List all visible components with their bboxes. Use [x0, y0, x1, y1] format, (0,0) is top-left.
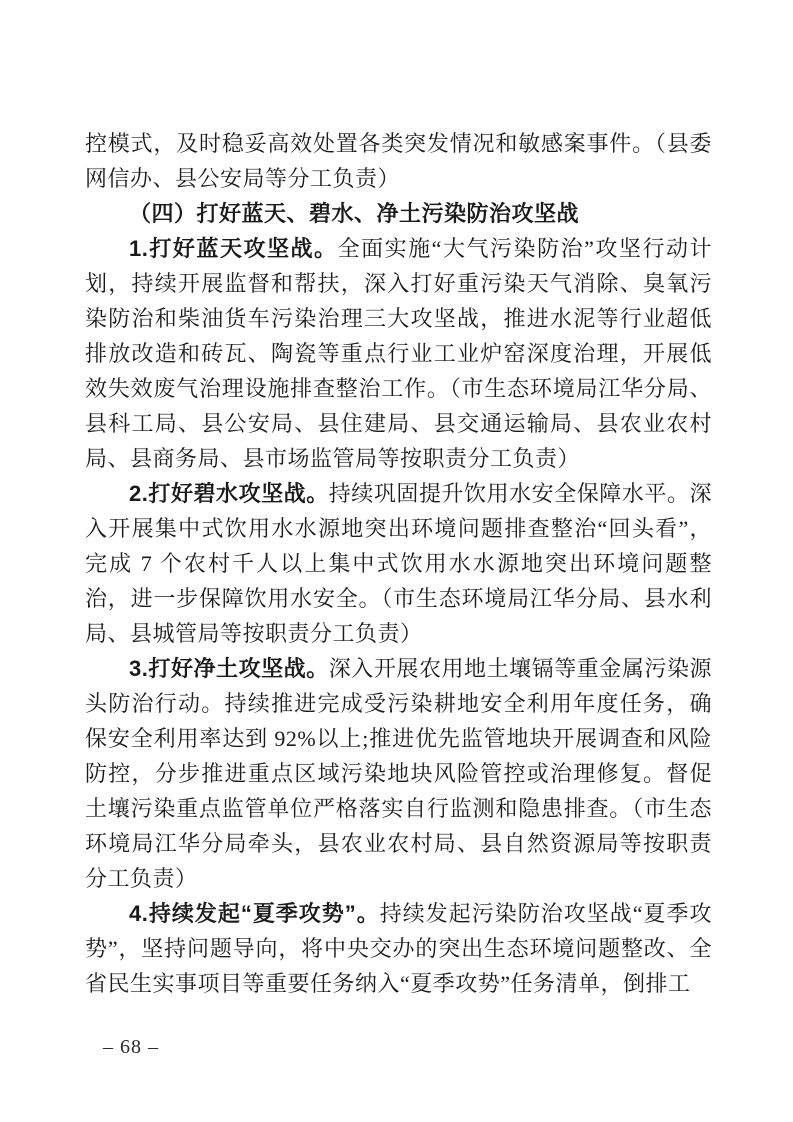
paragraph-text: 持续发起污染防治攻坚战“夏季攻势”，坚持问题导向，将中央交办的突出生态环境问题整改、全省民生实事项目等重要任务纳入“夏季攻势”任务清单，倒排工: [85, 901, 712, 996]
page-number: – 68 –: [103, 1036, 159, 1058]
paragraph-text: 持续巩固提升饮用水安全保障水平。深入开展集中式饮用水水源地突出环境问题排查整治“回头看”，完成 7 个农村千人以上集中式饮用水水源地突出环境问题整治，进一步保障饮用水安全。（市生态环境局江华分局、县水利局、县城管局等按职责分工负责）: [85, 481, 712, 646]
paragraph-text: 深入开展农用地土壤镉等重金属污染源头防治行动。持续推进完成受污染耕地安全利用年度任务，确保安全利用率达到 92%以上;推进优先监管地块开展调查和风险防控，分步推进重点区域污染地块风险管控或治理修复。督促土壤污染重点监管单位严格落实自行监测和隐患排查。（市生态环境局江华分局牵头，县农业农村局、县自然资源局等按职责分工负责）: [85, 656, 712, 891]
paragraph-lead-bold: 4.持续发起“夏季攻势”。: [129, 901, 380, 926]
paragraph-lead-bold: 1.打好蓝天攻坚战。: [129, 236, 338, 261]
para-item-4-summer-offensive: [85, 896, 712, 1001]
para-item-3-clean-soil: [85, 651, 712, 896]
para-item-1-blue-sky: [85, 231, 712, 476]
paragraph-lead-bold: （四）打好蓝天、碧水、净土污染防治攻坚战: [129, 201, 580, 226]
paragraph-text: 控模式，及时稳妥高效处置各类突发情况和敏感案事件。（县委网信办、县公安局等分工负责）: [85, 131, 712, 191]
para-continuation: [85, 126, 712, 196]
paragraph-lead-bold: 2.打好碧水攻坚战。: [129, 481, 329, 506]
paragraph-lead-bold: 3.打好净土攻坚战。: [129, 656, 329, 681]
heading-section-four: [85, 196, 712, 231]
paragraph-text: 全面实施“大气污染防治”攻坚行动计划，持续开展监督和帮扶，深入打好重污染天气消除、臭氧污染防治和柴油货车污染治理三大攻坚战，推进水泥等行业超低排放改造和砖瓦、陶瓷等重点行业工业炉窑深度治理，开展低效失效废气治理设施排查整治工作。（市生态环境局江华分局、县科工局、县公安局、县住建局、县交通运输局、县农业农村局、县商务局、县市场监管局等按职责分工负责）: [85, 236, 712, 471]
para-item-2-clear-water: [85, 476, 712, 651]
document-body: [85, 126, 712, 1001]
